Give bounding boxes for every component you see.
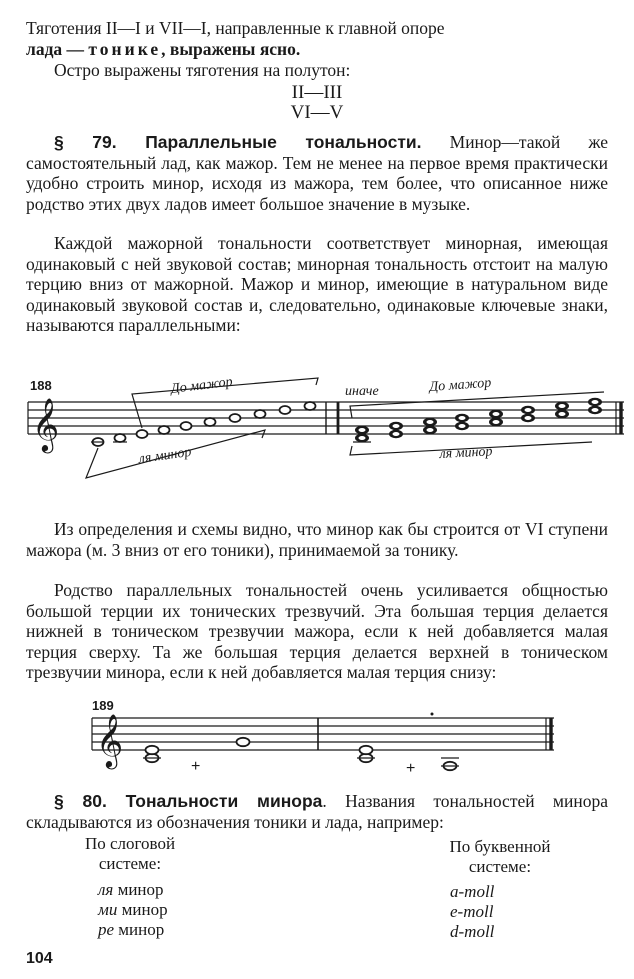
section-80	[26, 791, 608, 832]
example-188-number: 188	[30, 378, 52, 393]
interval-pair-2: VI—V	[290, 102, 344, 123]
section-79-heading: § 79. Параллельные тональности.	[54, 132, 422, 152]
page-number: 104	[26, 950, 53, 967]
syllable-name-1: ля минор	[98, 880, 164, 899]
intro-tonic: тонике	[88, 39, 162, 59]
svg-text:𝄞: 𝄞	[96, 713, 124, 767]
syllable-name-3: ре минор	[98, 920, 165, 939]
column-head-syllable-line-2: системе:	[98, 854, 162, 873]
label-inache: иначе	[345, 384, 379, 399]
label-do-major: До мажор	[170, 374, 234, 398]
svg-text:𝄞: 𝄞	[32, 397, 60, 451]
after-188-para-2: Родство параллельных тональностей очень усиливается общностью большой терции их тонических трезвучий. Эта большая терция делается нижней в тоническом трезвучии мажора, если к ней добавляется малая терция сверху. Та же большая терция делается верхней в тоническом трезвучии минора, если к ней добавляется малая терция снизу:	[26, 580, 608, 683]
section-79	[26, 132, 608, 214]
syllable-name-2: ми минор	[98, 900, 168, 919]
column-head-syllable-line-1: По слоговой	[84, 834, 176, 853]
column-head-letter	[425, 837, 575, 877]
plus-2: +	[406, 760, 416, 777]
intro-line-2	[26, 39, 608, 60]
column-head-letter-line-1: По буквенной	[449, 837, 551, 856]
label-la-minor: ля минор	[137, 444, 193, 468]
interval-pair-1: II—III	[291, 82, 343, 103]
column-head-syllable	[60, 834, 200, 874]
letter-name-1: a-moll	[450, 882, 495, 901]
intro-rest: , выражены ясно.	[161, 39, 301, 59]
plus-1: +	[191, 758, 201, 775]
letter-name-3: d-moll	[450, 922, 495, 941]
example-188-staff	[0, 360, 634, 510]
example-189-staff	[0, 700, 634, 790]
column-head-letter-line-2: системе:	[468, 857, 532, 876]
section-79-para-2: Каждой мажорной тональности соответствует минорная, имеющая одинаковый с ней звуковой состав; минорная тональность отстоит на малую терцию вниз от мажорной. Мажор и минор, имеющие в натуральном виде одинаковый звуковой состав и, следовательно, одинаковые ключевые знаки, называются параллельными:	[26, 233, 608, 336]
section-80-text: . Названия тональностей минора складываются из обозначения тоники и лада, например:	[26, 791, 608, 832]
section-80-heading: § 80. Тональности минора	[54, 791, 323, 811]
section-79-text: Минор—такой же самостоятельный лад, как мажор. Тем не менее на первое время практически удобно строить минор, исходя из мажора, тем более, что описанное ниже родство этих двух ладов имеет большое значение в музыке.	[26, 132, 608, 214]
label-la-minor-2: ля минор	[439, 444, 493, 463]
intro-text-3: Остро выражены тяготения на полутон:	[54, 60, 351, 80]
intro-text-1: Тяготения II—I и VII—I, направленные к главной опоре	[26, 18, 445, 38]
example-189-number: 189	[92, 698, 114, 713]
intro-line-3	[26, 60, 608, 81]
label-do-major-2: До мажор	[428, 375, 492, 396]
intro-lada: лада —	[26, 39, 89, 59]
after-188-para-1: Из определения и схемы видно, что минор как бы строится от VI ступени мажора (м. 3 вниз от его тоники), принимаемой за тонику.	[26, 519, 608, 560]
intro-line-1	[26, 18, 608, 39]
letter-name-2: e-moll	[450, 902, 494, 921]
